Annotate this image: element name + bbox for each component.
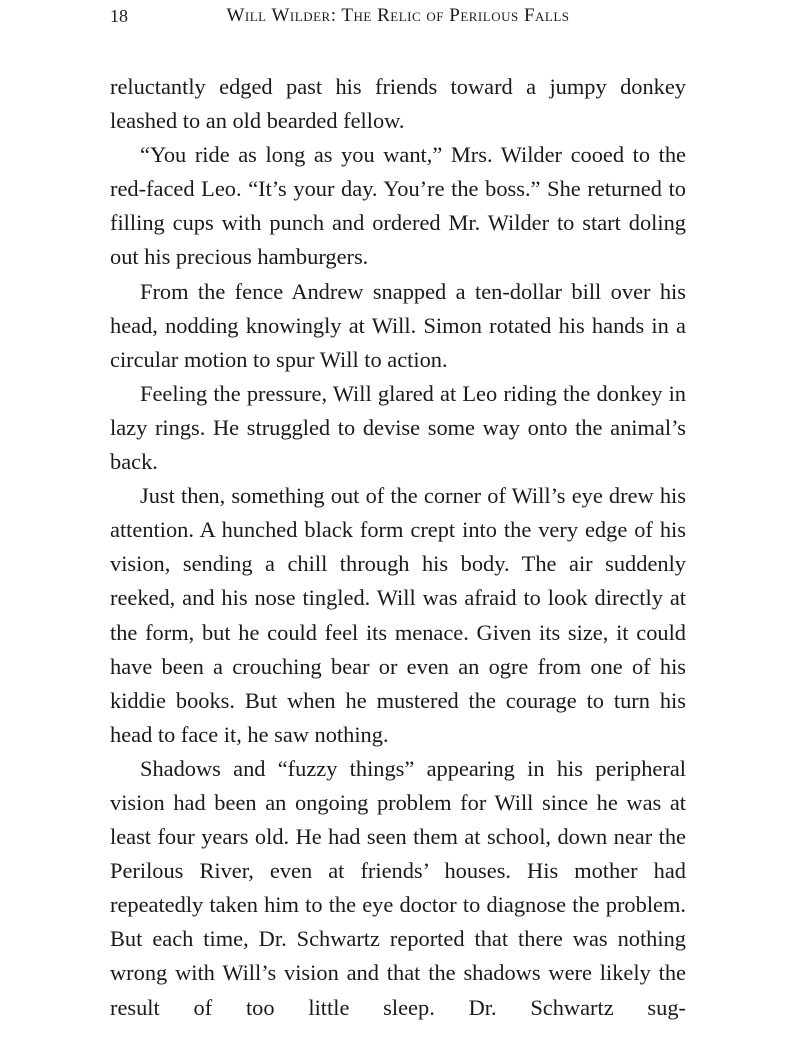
body-text — [110, 70, 686, 1025]
paragraph: Just then, something out of the corner of Will’s eye drew his attention. A hunched black form crept into the very edge of his vision, sending a chill through his body. The air suddenly reeked, and his nose tingled. Will was afraid to look directly at the form, but he could feel its menace. Given its size, it could have been a crouching bear or even an ogre from one of his kiddie books. But when he mustered the courage to turn his head to face it, he saw nothing. — [110, 483, 686, 747]
paragraph: Shadows and “fuzzy things” appearing in his peripheral vision had been an ongoing problem for Will since he was at least four years old. He had seen them at school, down near the Perilous River, even at friends’ houses. His mother had repeatedly taken him to the eye doctor to diagnose the problem. But each time, Dr. Schwartz reported that there was nothing wrong with Will’s vision and that the shadows were likely the result of too little sleep. Dr. Schwartz sug- — [110, 755, 686, 1020]
paragraph: reluctantly edged past his friends toward a jumpy donkey leashed to an old bearded fellow. — [110, 74, 686, 134]
book-title: Will Wilder: The Relic of Perilous Falls — [226, 5, 570, 26]
page-number: 18 — [110, 6, 128, 26]
paragraph: “You ride as long as you want,” Mrs. Wilder cooed to the red-faced Leo. “It’s your day. You’re the boss.” She returned to filling cups with punch and ordered Mr. Wilder to start doling out his precious hamburgers. — [110, 142, 686, 270]
paragraph: From the fence Andrew snapped a ten-dollar bill over his head, nodding knowingly at Will. Simon rotated his hands in a circular motion to spur Will to action. — [110, 278, 686, 372]
paragraph: Feeling the pressure, Will glared at Leo riding the donkey in lazy rings. He struggled to devise some way onto the animal’s back. — [110, 380, 686, 475]
running-head — [110, 4, 686, 28]
